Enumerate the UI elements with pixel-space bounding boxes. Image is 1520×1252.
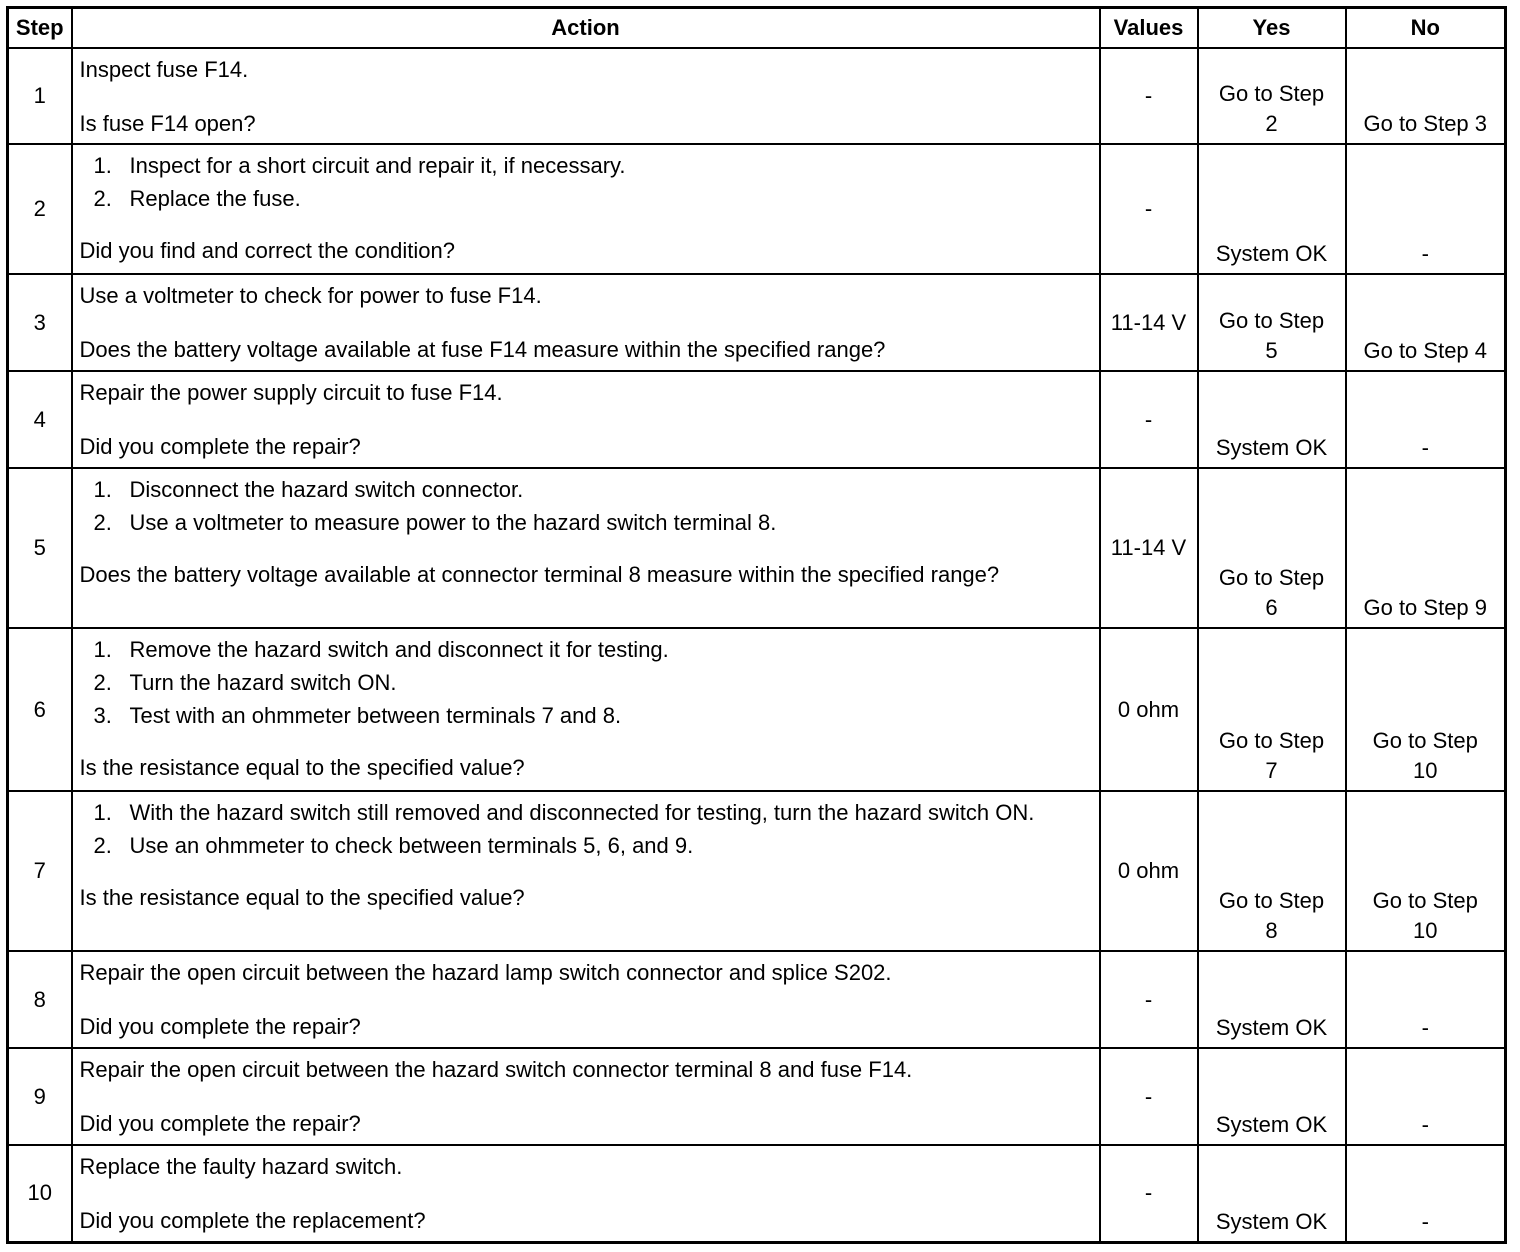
spec-value: 11-14 V: [1100, 274, 1198, 371]
action-step-item: With the hazard switch still removed and disconnected for testing, turn the hazard switch ON.: [129, 800, 1035, 825]
action-steps-list: [80, 151, 1093, 214]
header-step: Step: [8, 8, 72, 49]
action-step-item: Replace the fuse.: [129, 186, 301, 211]
step-number: 3: [8, 274, 72, 371]
no-outcome-cell: [1346, 274, 1506, 371]
yes-outcome: System OK: [1215, 1112, 1328, 1137]
spec-value: -: [1100, 951, 1198, 1048]
step-number: 6: [8, 628, 72, 791]
action-question: Did you complete the repair?: [79, 1111, 361, 1136]
table-row: [8, 468, 1506, 628]
yes-outcome-cell: [1198, 468, 1346, 628]
no-outcome-cell: [1346, 951, 1506, 1048]
action-question: Did you complete the repair?: [79, 434, 361, 459]
step-number: 8: [8, 951, 72, 1048]
yes-outcome: Go to Step 8: [1218, 888, 1325, 943]
action-cell: [72, 1048, 1100, 1145]
table-row: [8, 951, 1506, 1048]
spec-value: 0 ohm: [1100, 791, 1198, 951]
step-number: 5: [8, 468, 72, 628]
no-outcome: -: [1421, 241, 1429, 266]
table-row: [8, 1048, 1506, 1145]
no-outcome-cell: [1346, 48, 1506, 144]
diagnostic-table: [6, 6, 1507, 1244]
action-step-item: Turn the hazard switch ON.: [129, 670, 397, 695]
action-instruction: Replace the faulty hazard switch.: [79, 1154, 403, 1179]
step-number: 2: [8, 144, 72, 274]
action-step-item: Remove the hazard switch and disconnect it for testing.: [129, 637, 669, 662]
action-steps-list: [80, 635, 1093, 731]
yes-outcome: System OK: [1215, 435, 1328, 460]
yes-outcome: Go to Step 5: [1218, 308, 1325, 363]
spec-value: -: [1100, 1048, 1198, 1145]
yes-outcome: System OK: [1215, 1208, 1328, 1234]
no-outcome: -: [1421, 435, 1429, 460]
action-question: Does the battery voltage available at connector terminal 8 measure within the specified range?: [79, 562, 1000, 587]
header-row: [8, 8, 1506, 49]
yes-outcome: Go to Step 2: [1218, 81, 1325, 136]
no-outcome-cell: [1346, 468, 1506, 628]
yes-outcome-cell: [1198, 144, 1346, 274]
spec-value: 0 ohm: [1100, 628, 1198, 791]
header-action: Action: [72, 8, 1100, 49]
table-row: [8, 628, 1506, 791]
action-step-item: Disconnect the hazard switch connector.: [129, 477, 524, 502]
no-outcome-cell: [1346, 371, 1506, 468]
yes-outcome: System OK: [1215, 1015, 1328, 1040]
table-row: [8, 791, 1506, 951]
action-cell: [72, 468, 1100, 628]
no-outcome: Go to Step 9: [1363, 595, 1488, 620]
yes-outcome-cell: [1198, 371, 1346, 468]
action-cell: [72, 1145, 1100, 1242]
no-outcome-cell: [1346, 144, 1506, 274]
no-outcome: Go to Step 10: [1372, 728, 1478, 783]
action-instruction: Repair the open circuit between the hazard lamp switch connector and splice S202.: [79, 960, 892, 985]
yes-outcome-cell: [1198, 1048, 1346, 1145]
no-outcome-cell: [1346, 628, 1506, 791]
step-number: 9: [8, 1048, 72, 1145]
no-outcome-cell: [1346, 1145, 1506, 1242]
action-step-item: Use a voltmeter to measure power to the hazard switch terminal 8.: [129, 510, 777, 535]
yes-outcome-cell: [1198, 48, 1346, 144]
spec-value: -: [1100, 371, 1198, 468]
yes-outcome-cell: [1198, 951, 1346, 1048]
action-question: Does the battery voltage available at fuse F14 measure within the specified range?: [79, 337, 886, 362]
step-number: 10: [8, 1145, 72, 1242]
no-outcome: -: [1421, 1112, 1429, 1137]
no-outcome: Go to Step 3: [1363, 111, 1488, 136]
action-cell: [72, 791, 1100, 951]
header-yes: Yes: [1198, 8, 1346, 49]
yes-outcome-cell: [1198, 274, 1346, 371]
yes-outcome-cell: [1198, 1145, 1346, 1242]
action-instruction: Repair the open circuit between the hazard switch connector terminal 8 and fuse F14.: [79, 1057, 913, 1082]
step-number: 7: [8, 791, 72, 951]
action-question: Is fuse F14 open?: [79, 111, 256, 136]
yes-outcome-cell: [1198, 791, 1346, 951]
action-steps-list: [80, 798, 1093, 861]
header-values: Values: [1100, 8, 1198, 49]
table-row: [8, 144, 1506, 274]
action-cell: [72, 628, 1100, 791]
header-no: No: [1346, 8, 1506, 49]
action-question: Did you find and correct the condition?: [79, 238, 455, 263]
action-instruction: Inspect fuse F14.: [79, 57, 249, 82]
action-instruction: Use a voltmeter to check for power to fuse F14.: [79, 283, 542, 308]
table-row: [8, 48, 1506, 144]
action-cell: [72, 371, 1100, 468]
action-question: Did you complete the replacement?: [79, 1208, 426, 1233]
yes-outcome: Go to Step 7: [1218, 728, 1325, 783]
yes-outcome: Go to Step 6: [1218, 565, 1325, 620]
table-row: [8, 274, 1506, 371]
action-cell: [72, 48, 1100, 144]
spec-value: -: [1100, 1145, 1198, 1242]
no-outcome: Go to Step 4: [1363, 338, 1488, 363]
no-outcome-cell: [1346, 791, 1506, 951]
action-instruction: Repair the power supply circuit to fuse F14.: [79, 380, 503, 405]
table-row: [8, 1145, 1506, 1242]
spec-value: -: [1100, 48, 1198, 144]
table-row: [8, 371, 1506, 468]
yes-outcome: System OK: [1215, 241, 1328, 266]
no-outcome: Go to Step 10: [1372, 888, 1478, 943]
action-cell: [72, 274, 1100, 371]
action-step-item: Use an ohmmeter to check between terminals 5, 6, and 9.: [129, 833, 694, 858]
spec-value: 11-14 V: [1100, 468, 1198, 628]
action-step-item: Inspect for a short circuit and repair it, if necessary.: [129, 153, 626, 178]
step-number: 1: [8, 48, 72, 144]
table-body: [8, 48, 1506, 1242]
action-question: Is the resistance equal to the specified value?: [79, 755, 525, 780]
no-outcome-cell: [1346, 1048, 1506, 1145]
yes-outcome-cell: [1198, 628, 1346, 791]
action-steps-list: [80, 475, 1093, 538]
action-question: Did you complete the repair?: [79, 1014, 361, 1039]
action-cell: [72, 144, 1100, 274]
action-step-item: Test with an ohmmeter between terminals 7 and 8.: [129, 703, 622, 728]
no-outcome: -: [1421, 1015, 1429, 1040]
action-cell: [72, 951, 1100, 1048]
action-question: Is the resistance equal to the specified value?: [79, 885, 525, 910]
no-outcome: -: [1421, 1208, 1429, 1234]
step-number: 4: [8, 371, 72, 468]
spec-value: -: [1100, 144, 1198, 274]
